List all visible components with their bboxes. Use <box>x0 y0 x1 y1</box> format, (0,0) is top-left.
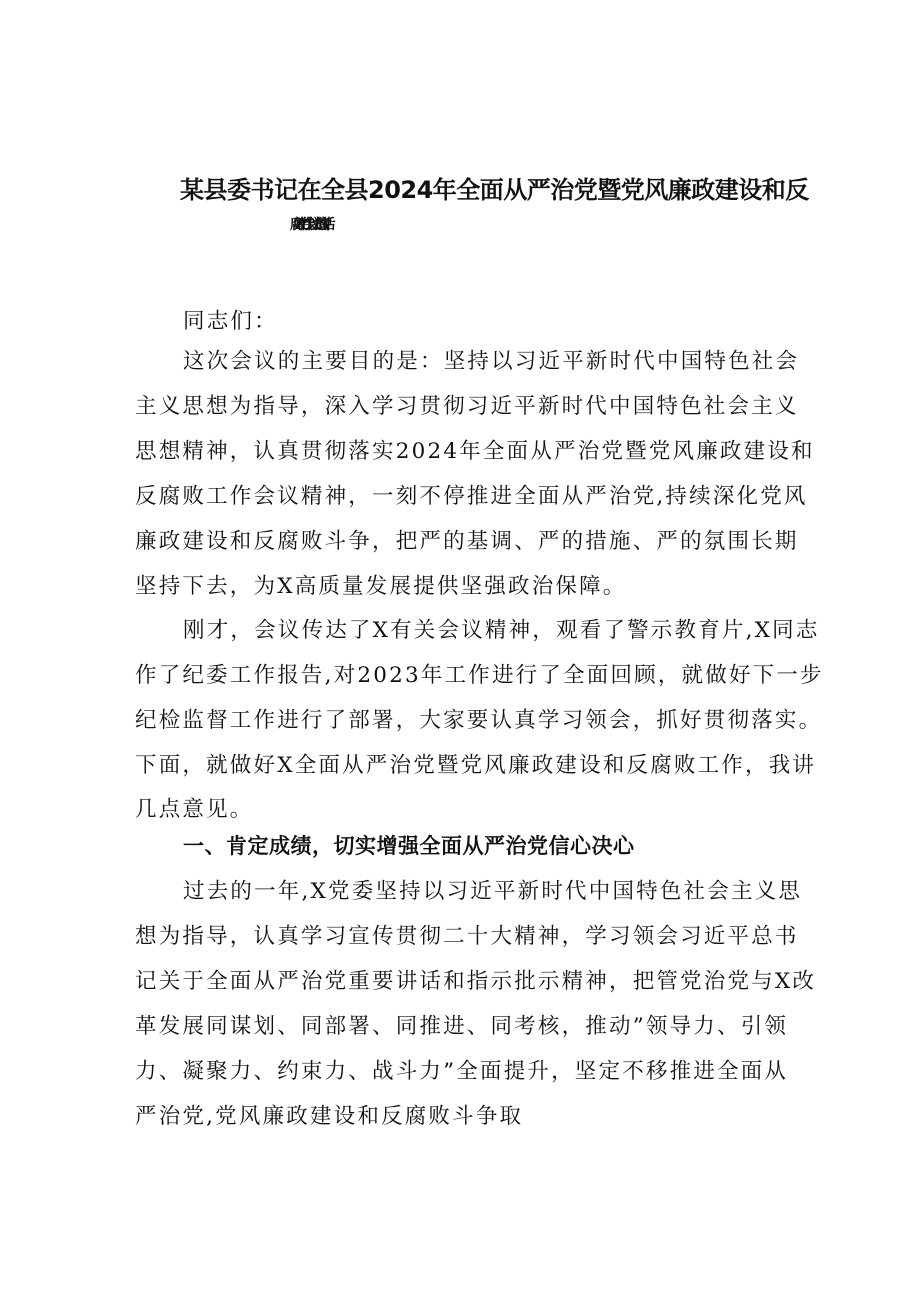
paragraph-line: 力、凝聚力、约束力、战斗力”全面提升，坚定不移推进全面从 <box>135 1059 789 1084</box>
salutation: 同志们： <box>183 309 278 334</box>
paragraph-line: 过去的一年,X党委坚持以习近平新时代中国特色社会主义思 <box>183 879 803 904</box>
section-heading: 一、肯定成绩，切实增强全面从严治党信心决心 <box>183 834 635 858</box>
paragraph-line: 下面，就做好X全面从严治党暨党风廉政建设和反腐败工作，我讲 <box>135 753 817 778</box>
paragraph-line: 纪检监督工作进行了部署，大家要认真学习领会，抓好贯彻落实。 <box>135 708 823 733</box>
document-title-line-2: 腐败工作会议上的讲话 <box>290 217 325 233</box>
paragraph-line: 记关于全面从严治党重要讲话和指示批示精神，把管党治党与X改 <box>135 969 817 994</box>
paragraph-line: 这次会议的主要目的是：坚持以习近平新时代中国特色社会 <box>183 349 800 374</box>
paragraph-line: 严治党,党风廉政建设和反腐败斗争取 <box>135 1104 524 1129</box>
paragraph-line: 革发展同谋划、同部署、同推进、同考核，推动”领导力、引领 <box>135 1014 789 1039</box>
paragraph-line: 作了纪委工作报告,对2023年工作进行了全面回顾，就做好下一步 <box>135 663 824 688</box>
document-title-line-1: 某县委书记在全县2024年全面从严治党暨党风廉政建设和反 <box>180 176 809 204</box>
paragraph-line: 主义思想为指导，深入学习贯彻习近平新时代中国特色社会主义 <box>135 394 799 419</box>
paragraph-line: 思想精神，认真贯彻落实2024年全面从严治党暨党风廉政建设和 <box>135 439 815 464</box>
paragraph-line: 廉政建设和反腐败斗争，把严的基调、严的措施、严的氛围长期 <box>135 529 799 554</box>
paragraph-line: 几点意见。 <box>135 797 254 822</box>
paragraph-line: 反腐败工作会议精神，一刻不停推进全面从严治党,持续深化党风 <box>135 484 808 509</box>
paragraph-line: 坚持下去，为X高质量发展提供坚强政治保障。 <box>135 574 627 599</box>
paragraph-line: 想为指导，认真学习宣传贯彻二十大精神，学习领会习近平总书 <box>135 924 799 949</box>
paragraph-line: 刚才，会议传达了X有关会议精神，观看了警示教育片,X同志 <box>183 618 820 643</box>
